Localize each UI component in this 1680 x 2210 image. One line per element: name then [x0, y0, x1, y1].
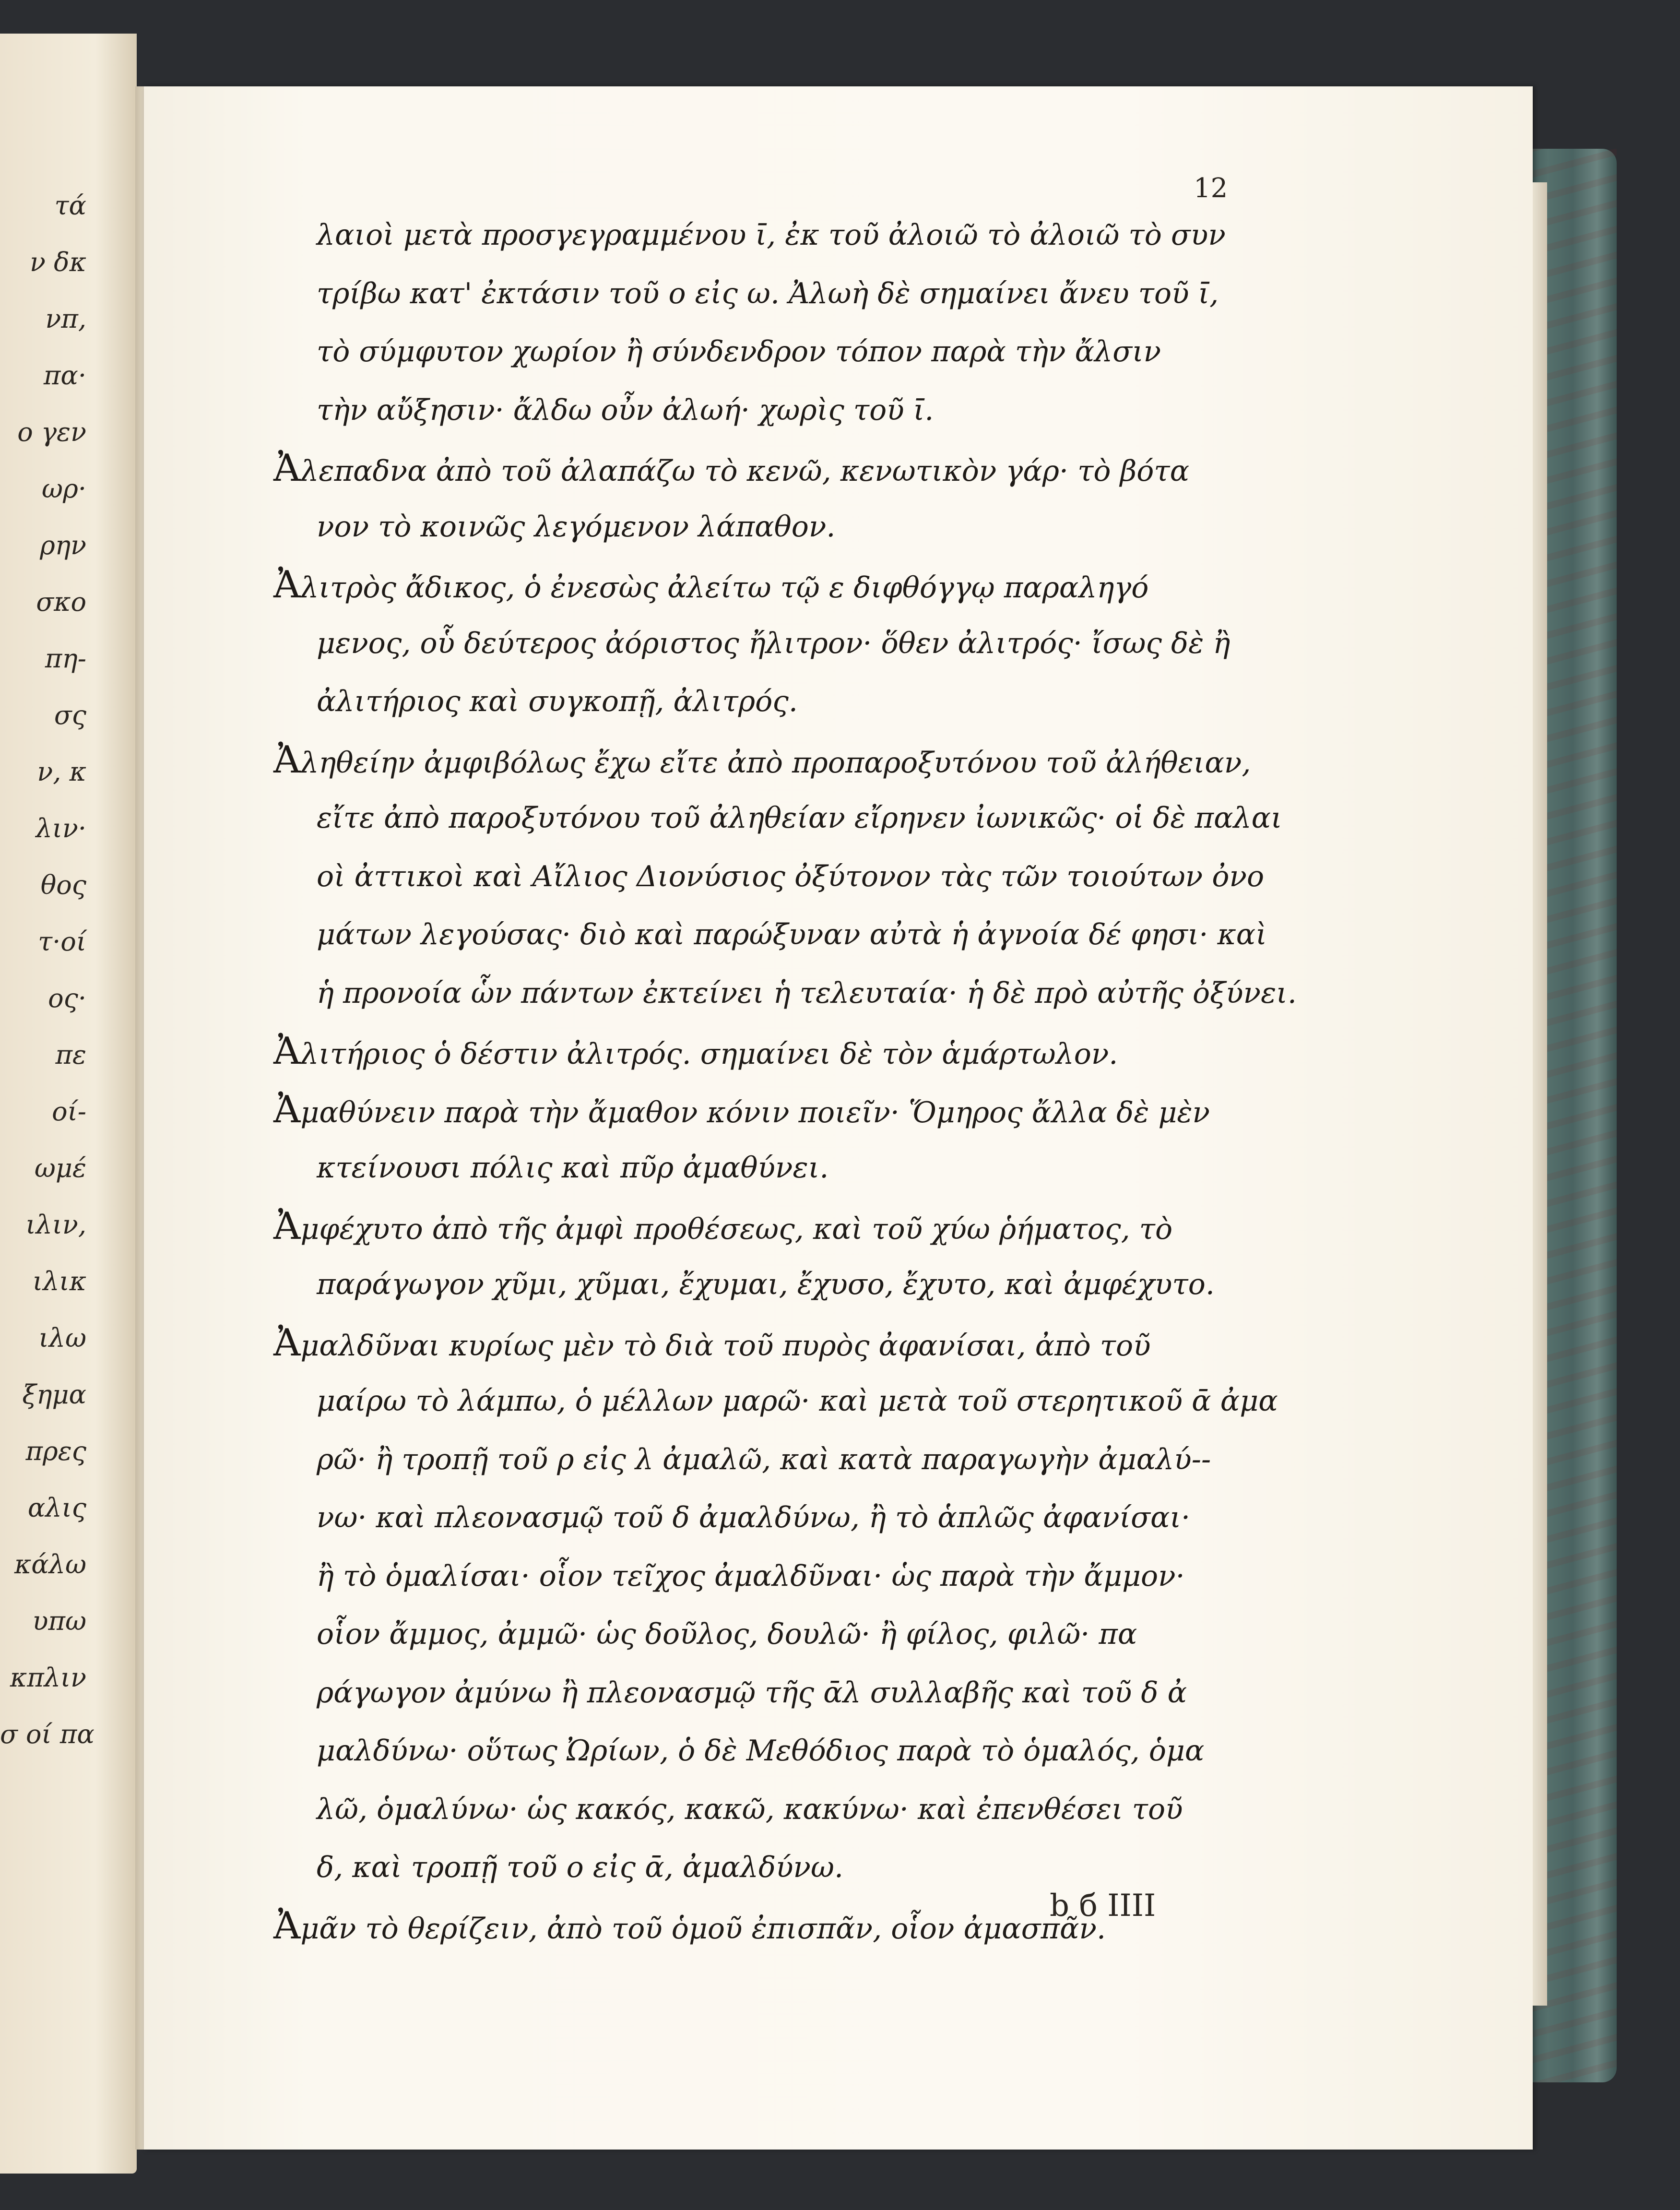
- entry-line: [269, 1897, 1353, 1956]
- text-line: [269, 1431, 1353, 1489]
- line-text: ράγωγον ἀμύνω ἢ πλεονασμῷ τῆς ᾱλ συλλαβῆς καὶ τοῦ δ ἀ: [317, 1675, 1187, 1710]
- entry-initial: Ἀ: [273, 1321, 301, 1365]
- line-text: ἡ προνοία ὧν πάντων ἐκτείνει ἡ τελευταία· ἡ δὲ πρὸ αὐτῆς ὀξύνει.: [317, 976, 1297, 1010]
- left-fragment: σ οί πα: [0, 1719, 95, 1749]
- entry-initial: Ἀ: [273, 738, 301, 782]
- left-fragment: ιλω: [38, 1323, 86, 1353]
- left-fragment: κπλιν: [10, 1663, 86, 1693]
- line-text: δ, καὶ τροπῇ τοῦ ο εἰς ᾱ, ἀμαλδύνω.: [317, 1851, 844, 1884]
- left-fragment: τ·οί: [38, 927, 86, 957]
- left-fragment: πε: [55, 1040, 86, 1070]
- line-text: μαθύνειν παρὰ τὴν ἄμαθον κόνιν ποιεῖν· Ὅμηρος ἄλλα δὲ μὲν: [300, 1095, 1210, 1129]
- line-text: παράγωγον χῦμι, χῦμαι, ἔχυμαι, ἔχυσο, ἔχυτο, καὶ ἀμφέχυτο.: [317, 1268, 1215, 1301]
- line-text: ἢ τὸ ὁμαλίσαι· οἷον τεῖχος ἀμαλδῦναι· ὡς παρὰ τὴν ἄμμον·: [317, 1559, 1185, 1593]
- line-text: ληθείην ἀμφιβόλως ἔχω εἴτε ἀπὸ προπαροξυτόνου τοῦ ἀλήθειαν,: [300, 746, 1251, 780]
- line-text: λαιοὶ μετὰ προσγεγραμμένου ῑ, ἐκ τοῦ ἀλοιῶ τὸ ἀλοιῶ τὸ συν: [317, 218, 1226, 252]
- text-line: [269, 964, 1353, 1023]
- entry-initial: Ἀ: [273, 1904, 301, 1948]
- text-line: [269, 1839, 1353, 1897]
- left-fragment: πη-: [45, 643, 86, 674]
- line-text: κτείνουσι πόλις καὶ πῦρ ἀμαθύνει.: [317, 1151, 829, 1185]
- entry-line: [269, 1314, 1353, 1373]
- left-fragment: λιν·: [35, 813, 86, 844]
- page-edge: [1533, 182, 1547, 2006]
- line-text: μαίρω τὸ λάμπω, ὁ μέλλων μαρῶ· καὶ μετὰ τοῦ στερητικοῦ ᾱ ἀμα: [317, 1384, 1278, 1418]
- left-fragment: υπω: [32, 1606, 86, 1636]
- entry-line: [269, 1198, 1353, 1256]
- line-text: λιτρὸς ἄδικος, ὁ ἐνεσὼς ἀλείτω τῷ ε διφθόγγῳ παραληγό: [300, 571, 1149, 605]
- line-text: λιτήριος ὁ δέστιν ἀλιτρός. σημαίνει δὲ τὸν ἁμάρτωλον.: [300, 1037, 1118, 1071]
- left-page: [0, 34, 137, 2174]
- line-text: μφέχυτο ἀπὸ τῆς ἀμφὶ προθέσεως, καὶ τοῦ χύω ῥήματος, τὸ: [300, 1212, 1173, 1246]
- text-line: [269, 1547, 1353, 1606]
- line-text: λεπαδνα ἀπὸ τοῦ ἀλαπάζω τὸ κενῶ, κενωτικὸν γάρ· τὸ βότα: [300, 454, 1190, 488]
- line-text: εἴτε ἀπὸ παροξυτόνου τοῦ ἀληθείαν εἴρηνεν ἰωνικῶς· οἱ δὲ παλαι: [317, 801, 1282, 835]
- entry-line: [269, 1022, 1353, 1081]
- text-line: [269, 265, 1353, 323]
- left-fragment: νπ,: [45, 304, 86, 334]
- left-fragment: ν δκ: [30, 247, 86, 277]
- text-line: [269, 906, 1353, 964]
- line-text: μάτων λεγούσας· διὸ καὶ παρώξυναν αὐτὰ ἡ ἀγνοία δέ φησι· καὶ: [317, 918, 1267, 951]
- entry-line: [269, 556, 1353, 615]
- text-line: [269, 848, 1353, 906]
- entry-line: [269, 440, 1353, 498]
- left-page-text: [0, 178, 95, 1763]
- text-block: [269, 206, 1353, 1955]
- left-fragment: πα·: [43, 360, 86, 391]
- entry-initial: Ἀ: [273, 447, 301, 490]
- text-line: [269, 1139, 1353, 1198]
- left-fragment: κάλω: [14, 1549, 86, 1580]
- entry-initial: Ἀ: [273, 1088, 301, 1131]
- text-line: [269, 789, 1353, 848]
- left-fragment: ο γεν: [17, 417, 86, 447]
- left-fragment: ωμέ: [34, 1153, 86, 1183]
- left-fragment: ρην: [40, 530, 86, 560]
- left-fragment: οί-: [52, 1096, 86, 1127]
- line-text: τὸ σύμφυτον χωρίον ἢ σύνδενδρον τόπον παρὰ τὴν ἄλσιν: [317, 335, 1161, 368]
- line-text: μαλδῦναι κυρίως μὲν τὸ διὰ τοῦ πυρὸς ἀφανίσαι, ἀπὸ τοῦ: [300, 1329, 1151, 1363]
- left-fragment: ιλικ: [33, 1266, 86, 1296]
- line-text: νον τὸ κοινῶς λεγόμενον λάπαθον.: [317, 510, 836, 544]
- line-text: ἀλιτήριος καὶ συγκοπῇ, ἀλιτρός.: [317, 685, 798, 718]
- line-text: τρίβω κατ' ἐκτάσιν τοῦ ο εἰς ω. Ἀλωὴ δὲ σημαίνει ἄνευ τοῦ ῑ,: [317, 276, 1219, 310]
- text-line: [269, 498, 1353, 557]
- folio-number: 12: [1194, 173, 1228, 204]
- entry-line: [269, 731, 1353, 790]
- left-fragment: ξημα: [22, 1379, 86, 1410]
- line-text: ρῶ· ἢ τροπῇ τοῦ ρ εἰς λ ἀμαλῶ, καὶ κατὰ παραγωγὴν ἀμαλύ--: [317, 1442, 1211, 1476]
- line-text: οἷον ἄμμος, ἀμμῶ· ὡς δοῦλος, δουλῶ· ἢ φίλος, φιλῶ· πα: [317, 1617, 1137, 1651]
- line-text: νω· καὶ πλεονασμῷ τοῦ δ ἀμαλδύνω, ἢ τὸ ἁπλῶς ἀφανίσαι·: [317, 1501, 1191, 1534]
- entry-initial: Ἀ: [273, 1204, 301, 1248]
- text-line: [269, 381, 1353, 440]
- text-line: [269, 1489, 1353, 1547]
- entry-line: [269, 1081, 1353, 1140]
- left-fragment: ωρ·: [42, 474, 86, 504]
- line-text: οὶ ἀττικοὶ καὶ Αἴλιος Διονύσιος ὀξύτονον τὰς τῶν τοιούτων ὀνο: [317, 859, 1265, 893]
- text-line: [269, 1664, 1353, 1723]
- line-text: μενος, οὗ δεύτερος ἀόριστος ἤλιτρον· ὅθεν ἀλιτρός· ἴσως δὲ ἢ: [317, 626, 1230, 660]
- text-line: [269, 1372, 1353, 1431]
- text-line: [269, 673, 1353, 731]
- text-line: [269, 206, 1353, 265]
- left-fragment: ιλιν,: [25, 1210, 86, 1240]
- text-line: [269, 323, 1353, 381]
- text-line: [269, 1781, 1353, 1839]
- entry-initial: Ἀ: [273, 1030, 301, 1073]
- entry-initial: Ἀ: [273, 563, 301, 606]
- left-fragment: ν, κ: [37, 757, 86, 787]
- line-text: τὴν αὔξησιν· ἄλδω οὖν ἀλωή· χωρὶς τοῦ ῑ.: [317, 393, 934, 427]
- left-fragment: τά: [54, 190, 86, 221]
- text-line: [269, 1722, 1353, 1781]
- left-fragment: αλις: [27, 1493, 86, 1523]
- left-fragment: σκο: [36, 587, 86, 617]
- text-line: [269, 1605, 1353, 1664]
- line-text: μαλδύνω· οὕτως Ὠρίων, ὁ δὲ Μεθόδιος παρὰ τὸ ὁμαλός, ὁμα: [317, 1734, 1205, 1768]
- left-fragment: σς: [54, 700, 86, 730]
- left-fragment: θος: [40, 870, 86, 900]
- line-text: λῶ, ὁμαλύνω· ὡς κακός, κακῶ, κακύνω· καὶ ἐπενθέσει τοῦ: [317, 1792, 1183, 1826]
- text-line: [269, 615, 1353, 673]
- line-text: μᾶν τὸ θερίζειν, ἀπὸ τοῦ ὁμοῦ ἐπισπᾶν, οἷον ἀμασπᾶν.: [300, 1912, 1106, 1946]
- left-fragment: πρες: [25, 1436, 86, 1466]
- text-line: [269, 1256, 1353, 1314]
- signature-mark: b б IIII: [1050, 1888, 1156, 1924]
- left-fragment: ος·: [48, 983, 86, 1013]
